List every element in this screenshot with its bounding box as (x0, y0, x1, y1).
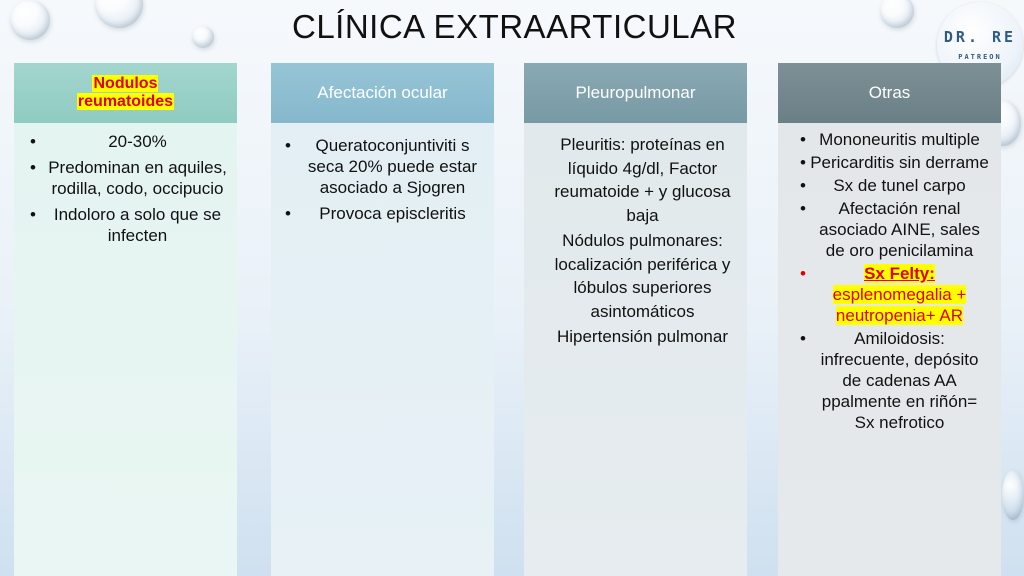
decorative-drop (1002, 470, 1024, 520)
paragraph: Pleuritis: proteínas en líquido 4g/dl, Factor reumatoide + y glucosa baja (554, 135, 731, 225)
column-header: Afectación ocular (271, 63, 494, 123)
list-item: • Mononeuritis multiple (796, 129, 989, 150)
column-body (14, 123, 237, 576)
list-item: • Sx de tunel carpo (796, 175, 989, 196)
felty-label: Sx Felty: (864, 264, 935, 283)
list-item: • 20-30% (22, 131, 231, 152)
list-item: • Provoca episcleritis (277, 203, 486, 224)
list-item: • Predominan en aquiles, rodilla, codo, occipucio (22, 157, 231, 199)
column-pleuropulmonar (524, 63, 747, 576)
column-body (778, 123, 1001, 576)
column-nodulos (14, 63, 237, 576)
logo-subtext: PATREON (958, 53, 1002, 61)
page-title: CLÍNICA EXTRAARTICULAR (292, 8, 737, 45)
column-otras (778, 63, 1001, 576)
paragraph: Hipertensión pulmonar (556, 327, 729, 346)
paragraph: Nódulos pulmonares: localización periférica y lóbulos superiores asintomáticos (554, 231, 731, 321)
column-body (271, 123, 494, 576)
decorative-drop (880, 0, 914, 28)
decorative-drop (95, 0, 143, 28)
felty-detail: esplenomegalia + neutropenia+ AR (832, 285, 967, 325)
decorative-drop (192, 26, 214, 48)
logo-text: DR. RE (943, 28, 1017, 46)
list-item: • Afectación renal asociado AINE, sales de oro penicilamina (796, 198, 989, 261)
column-body (524, 123, 747, 576)
decorative-drop (10, 0, 50, 40)
header-line: reumatoides (77, 93, 174, 110)
column-ocular (271, 63, 494, 576)
list-item: • Amiloidosis: infrecuente, depósito de cadenas AA ppalmente en riñón= Sx nefrotico (796, 328, 989, 433)
column-header: Pleuropulmonar (524, 63, 747, 123)
list-item: • Indoloro a solo que se infecten (22, 204, 231, 246)
list-item: • Pericarditis sin derrame (796, 152, 989, 173)
list-item: • Queratoconjuntiviti s seca 20% puede estar asociado a Sjogren (277, 135, 486, 198)
header-line: Nodulos (93, 74, 158, 92)
list-item-felty (796, 263, 989, 326)
column-header: Otras (778, 63, 1001, 123)
column-header (14, 63, 237, 123)
